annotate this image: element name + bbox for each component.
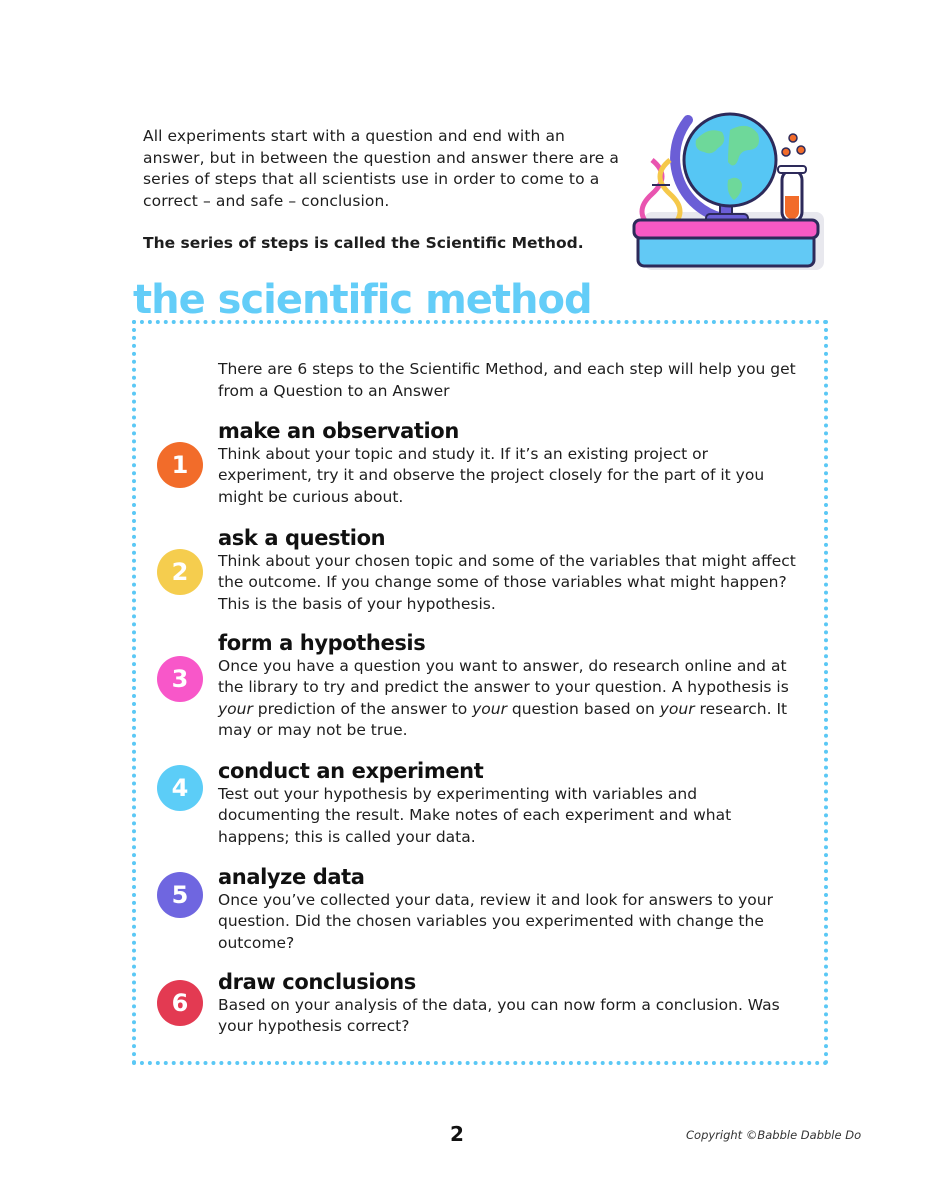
step-6-badge: 6 — [157, 980, 203, 1026]
step-1-body: Think about your topic and study it. If it’s an existing project or experiment, try it and observe the project closely for the part of it you might be curious about. — [218, 445, 765, 506]
section-lead: There are 6 steps to the Scientific Method, and each step will help you get from a Question to an Answer — [218, 360, 796, 400]
step-3-body: Once you have a question you want to answer, do research online and at the library to try and predict the answer to your question. A hypothesis is your prediction of the answer to your question based on your research. It may or may not be true. — [218, 657, 789, 739]
step-6 — [218, 970, 798, 1038]
step-4-title: conduct an experiment — [218, 759, 484, 783]
step-4-body: Test out your hypothesis by experimenting with variables and documenting the result. Make notes of each experiment and what happens; this is called your data. — [218, 785, 732, 846]
copyright-notice: Copyright ©Babble Dabble Do — [686, 1128, 862, 1142]
step-3-title: form a hypothesis — [218, 631, 426, 655]
intro-paragraph: All experiments start with a question and end with an answer, but in between the question and answer there are a series of steps that all scientists use in order to come to a correct – and safe – conclusion. — [143, 127, 619, 210]
intro-bold-statement: The series of steps is called the Scientific Method. — [143, 234, 584, 252]
step-1-title: make an observation — [218, 419, 459, 443]
step-3 — [218, 631, 798, 741]
step-2 — [218, 526, 798, 615]
step-6-title: draw conclusions — [218, 970, 416, 994]
page-number: 2 — [450, 1122, 464, 1146]
step-2-title: ask a question — [218, 526, 386, 550]
science-lab-illustration — [630, 100, 830, 272]
step-4 — [218, 759, 798, 848]
step-1 — [218, 419, 798, 508]
step-2-body: Think about your chosen topic and some of the variables that might affect the outcome. If you change some of those variables what might happen? This is the basis of your hypothesis. — [218, 552, 796, 613]
step-3-badge: 3 — [157, 656, 203, 702]
step-4-badge: 4 — [157, 765, 203, 811]
step-5-body: Once you’ve collected your data, review it and look for answers to your question. Did the chosen variables you experimented with change the outcome? — [218, 891, 773, 952]
step-5-title: analyze data — [218, 865, 365, 889]
step-2-badge: 2 — [157, 549, 203, 595]
step-5 — [218, 865, 798, 954]
science-lab-globe-dna-test-tube-icon — [630, 100, 830, 272]
step-5-badge: 5 — [157, 872, 203, 918]
step-1-badge: 1 — [157, 442, 203, 488]
step-6-body: Based on your analysis of the data, you can now form a conclusion. Was your hypothesis correct? — [218, 996, 780, 1036]
section-title: the scientific method — [133, 277, 592, 323]
